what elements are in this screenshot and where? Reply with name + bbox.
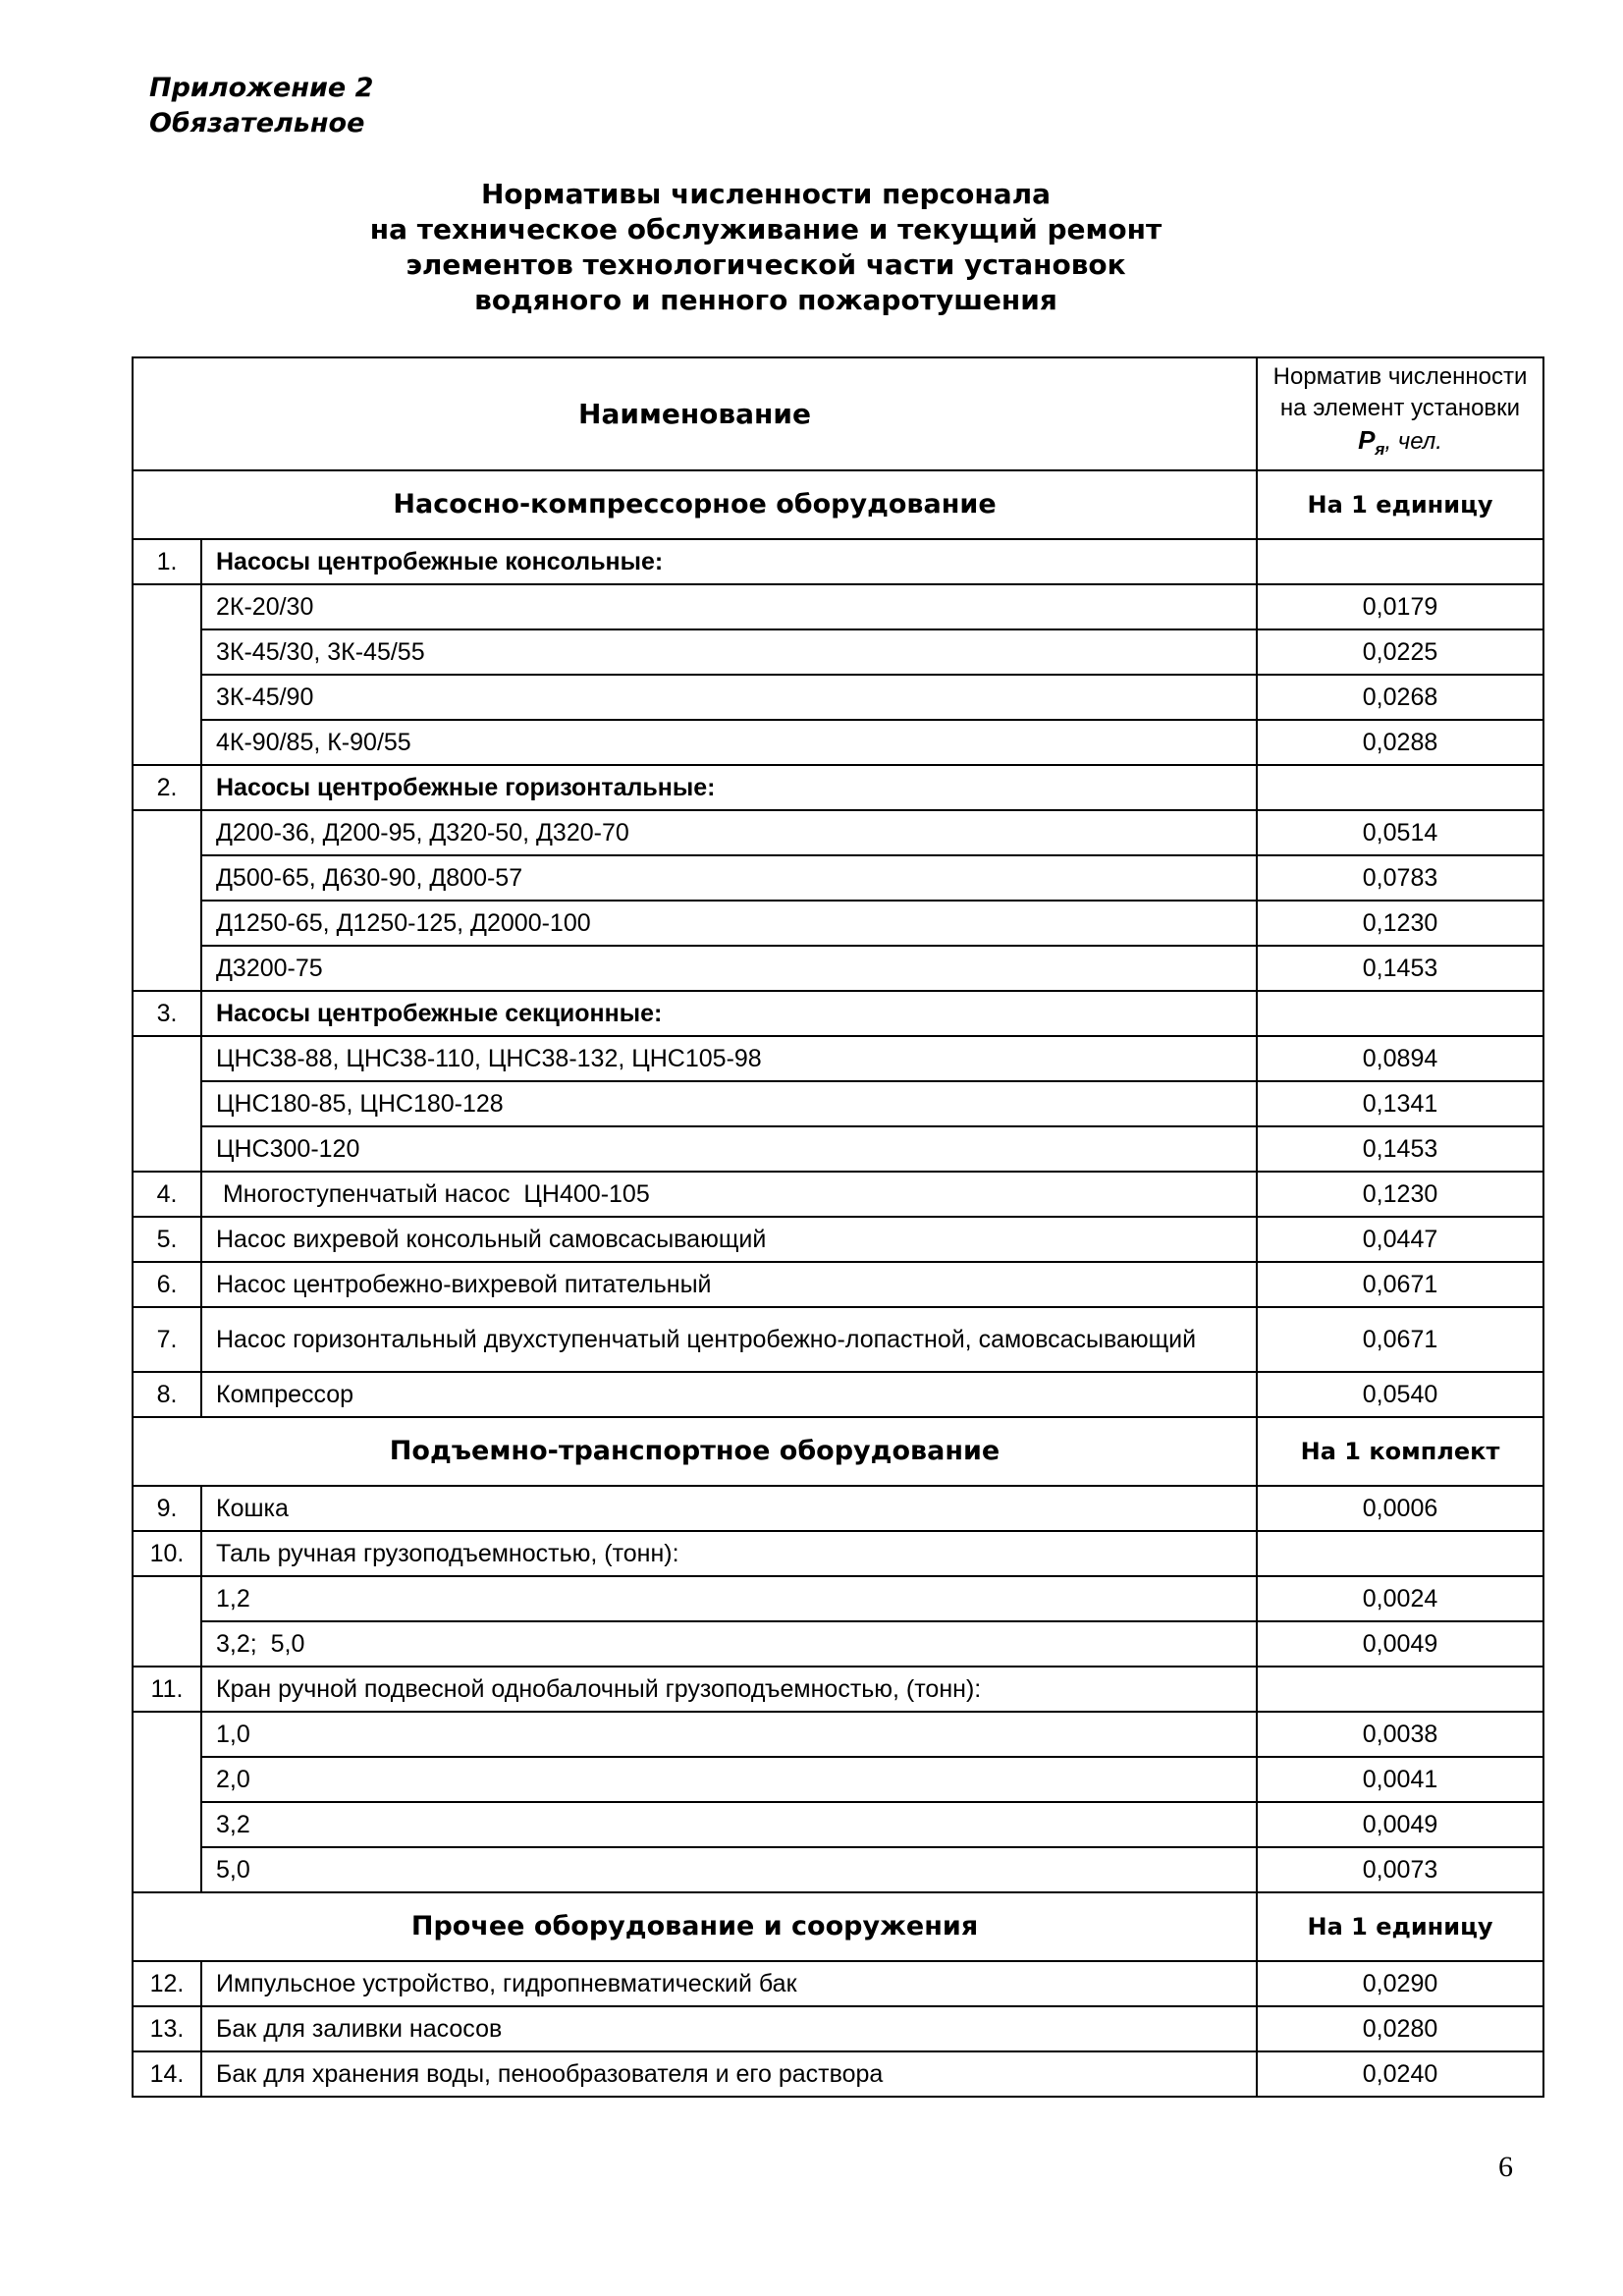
row-name: 5,0 (201, 1847, 1257, 1892)
header-symbol (1358, 425, 1385, 460)
row-value: 0,1341 (1257, 1081, 1543, 1126)
row-name: 1,0 (201, 1712, 1257, 1757)
row-name: 3,2; 5,0 (201, 1621, 1257, 1667)
row-number: 1. (133, 539, 201, 584)
section-header-row (133, 1417, 1543, 1486)
row-value: 0,0240 (1257, 2051, 1543, 2097)
row-value: 0,0290 (1257, 1961, 1543, 2006)
header-symbol-letter: P (1358, 425, 1376, 456)
row-value: 0,0024 (1257, 1576, 1543, 1621)
table-row (133, 539, 1543, 584)
table-row (133, 1081, 1543, 1126)
table-row (133, 1036, 1543, 1081)
row-number: 2. (133, 765, 201, 810)
row-value: 0,1230 (1257, 901, 1543, 946)
row-value: 0,0280 (1257, 2006, 1543, 2051)
row-name: Д200-36, Д200-95, Д320-50, Д320-70 (201, 810, 1257, 855)
row-value: 0,0041 (1257, 1757, 1543, 1802)
header-value-symbol-line (1271, 424, 1529, 465)
row-number: 13. (133, 2006, 201, 2051)
table-row (133, 1847, 1543, 1892)
row-name: Насос горизонтальный двухступенчатый центробежно-лопастной, самовсасывающий (201, 1307, 1257, 1372)
section-title: Насосно-компрессорное оборудование (133, 470, 1257, 539)
row-number-empty (133, 584, 201, 765)
row-name: Кран ручной подвесной однобалочный грузоподъемностью, (тонн): (201, 1667, 1257, 1712)
section-title: Подъемно-транспортное оборудование (133, 1417, 1257, 1486)
table-row (133, 1172, 1543, 1217)
row-number: 5. (133, 1217, 201, 1262)
row-number: 12. (133, 1961, 201, 2006)
row-number-empty (133, 810, 201, 991)
section-header-row (133, 1892, 1543, 1961)
row-number: 11. (133, 1667, 201, 1712)
page-number: 6 (1498, 2151, 1513, 2183)
row-value: 0,0783 (1257, 855, 1543, 901)
row-value: 0,0179 (1257, 584, 1543, 629)
table-row (133, 1802, 1543, 1847)
section-title: Прочее оборудование и сооружения (133, 1892, 1257, 1961)
row-value: 0,0225 (1257, 629, 1543, 675)
row-name: 3К-45/90 (201, 675, 1257, 720)
section-unit: На 1 комплект (1257, 1417, 1543, 1486)
table-row (133, 1621, 1543, 1667)
table-row (133, 1757, 1543, 1802)
row-value: 0,0049 (1257, 1621, 1543, 1667)
table-row (133, 810, 1543, 855)
row-name: Многоступенчатый насос ЦН400-105 (201, 1172, 1257, 1217)
table-row (133, 1372, 1543, 1417)
table-row (133, 1126, 1543, 1172)
table-row (133, 1307, 1543, 1372)
row-name: 3К-45/30, 3К-45/55 (201, 629, 1257, 675)
appendix-label (149, 71, 373, 141)
table-row (133, 1217, 1543, 1262)
row-name: Д1250-65, Д1250-125, Д2000-100 (201, 901, 1257, 946)
row-value: 0,0671 (1257, 1307, 1543, 1372)
row-number-empty (133, 1036, 201, 1172)
row-number-empty (133, 1712, 201, 1892)
section-unit: На 1 единицу (1257, 470, 1543, 539)
norms-table (132, 356, 1544, 2098)
row-name: Бак для заливки насосов (201, 2006, 1257, 2051)
row-name: 4К-90/85, К-90/55 (201, 720, 1257, 765)
row-value: 0,1453 (1257, 946, 1543, 991)
table-row (133, 720, 1543, 765)
row-value: 0,0038 (1257, 1712, 1543, 1757)
title-line-3: элементов технологической части установок (406, 248, 1126, 281)
header-symbol-subscript: я (1375, 440, 1385, 460)
row-group-name: Насосы центробежные горизонтальные: (201, 765, 1257, 810)
row-value (1257, 1531, 1543, 1576)
row-name: Импульсное устройство, гидропневматический бак (201, 1961, 1257, 2006)
title-line-4: водяного и пенного пожаротушения (474, 284, 1057, 316)
row-name: 3,2 (201, 1802, 1257, 1847)
row-value: 0,0894 (1257, 1036, 1543, 1081)
row-value (1257, 1667, 1543, 1712)
row-group-name: Насосы центробежные консольные: (201, 539, 1257, 584)
row-value (1257, 539, 1543, 584)
table-row (133, 2006, 1543, 2051)
row-number: 4. (133, 1172, 201, 1217)
title-line-1: Нормативы численности персонала (480, 178, 1052, 210)
table-row (133, 1486, 1543, 1531)
row-value: 0,0006 (1257, 1486, 1543, 1531)
table-header-row (133, 357, 1543, 470)
row-number-empty (133, 1576, 201, 1667)
table-row (133, 2051, 1543, 2097)
row-name: Кошка (201, 1486, 1257, 1531)
row-name: Насос центробежно-вихревой питательный (201, 1262, 1257, 1307)
row-value: 0,0447 (1257, 1217, 1543, 1262)
table-row (133, 1667, 1543, 1712)
header-name: Наименование (133, 357, 1257, 470)
row-name: ЦНС180-85, ЦНС180-128 (201, 1081, 1257, 1126)
row-value: 0,0268 (1257, 675, 1543, 720)
row-value: 0,0288 (1257, 720, 1543, 765)
table-row (133, 675, 1543, 720)
section-header-row (133, 470, 1543, 539)
appendix-number: Приложение 2 (149, 73, 374, 103)
row-number: 8. (133, 1372, 201, 1417)
header-value-line-2: на элемент установки (1279, 395, 1521, 422)
row-number: 3. (133, 991, 201, 1036)
row-name: 2К-20/30 (201, 584, 1257, 629)
table-row (133, 1576, 1543, 1621)
document-title (149, 177, 1382, 318)
row-number: 6. (133, 1262, 201, 1307)
row-name: 1,2 (201, 1576, 1257, 1621)
row-name: Компрессор (201, 1372, 1257, 1417)
table-row (133, 765, 1543, 810)
row-value: 0,0049 (1257, 1802, 1543, 1847)
header-value-line-1: Норматив численности (1272, 363, 1528, 391)
row-value: 0,1230 (1257, 1172, 1543, 1217)
row-value: 0,1453 (1257, 1126, 1543, 1172)
table-row (133, 855, 1543, 901)
table-row (133, 629, 1543, 675)
row-name: ЦНС38-88, ЦНС38-110, ЦНС38-132, ЦНС105-98 (201, 1036, 1257, 1081)
row-name: Д500-65, Д630-90, Д800-57 (201, 855, 1257, 901)
row-value: 0,0540 (1257, 1372, 1543, 1417)
row-number: 9. (133, 1486, 201, 1531)
table-row (133, 1262, 1543, 1307)
header-value (1257, 357, 1543, 470)
row-name: Насос вихревой консольный самовсасывающий (201, 1217, 1257, 1262)
row-number: 14. (133, 2051, 201, 2097)
table-row (133, 946, 1543, 991)
row-value (1257, 991, 1543, 1036)
header-unit: , чел. (1384, 428, 1442, 456)
row-value: 0,0073 (1257, 1847, 1543, 1892)
table-row (133, 1712, 1543, 1757)
row-name: Бак для хранения воды, пенообразователя и его раствора (201, 2051, 1257, 2097)
row-name: Д3200-75 (201, 946, 1257, 991)
row-group-name: Насосы центробежные секционные: (201, 991, 1257, 1036)
row-number: 7. (133, 1307, 201, 1372)
row-number: 10. (133, 1531, 201, 1576)
row-value: 0,0671 (1257, 1262, 1543, 1307)
section-unit: На 1 единицу (1257, 1892, 1543, 1961)
row-value: 0,0514 (1257, 810, 1543, 855)
table-row (133, 1961, 1543, 2006)
title-line-2: на техническое обслуживание и текущий ремонт (369, 213, 1163, 246)
table-row (133, 1531, 1543, 1576)
table-row (133, 991, 1543, 1036)
appendix-status: Обязательное (149, 108, 365, 138)
row-name: Таль ручная грузоподъемностью, (тонн): (201, 1531, 1257, 1576)
row-value (1257, 765, 1543, 810)
row-name: ЦНС300-120 (201, 1126, 1257, 1172)
row-name: 2,0 (201, 1757, 1257, 1802)
table-row (133, 901, 1543, 946)
table-row (133, 584, 1543, 629)
